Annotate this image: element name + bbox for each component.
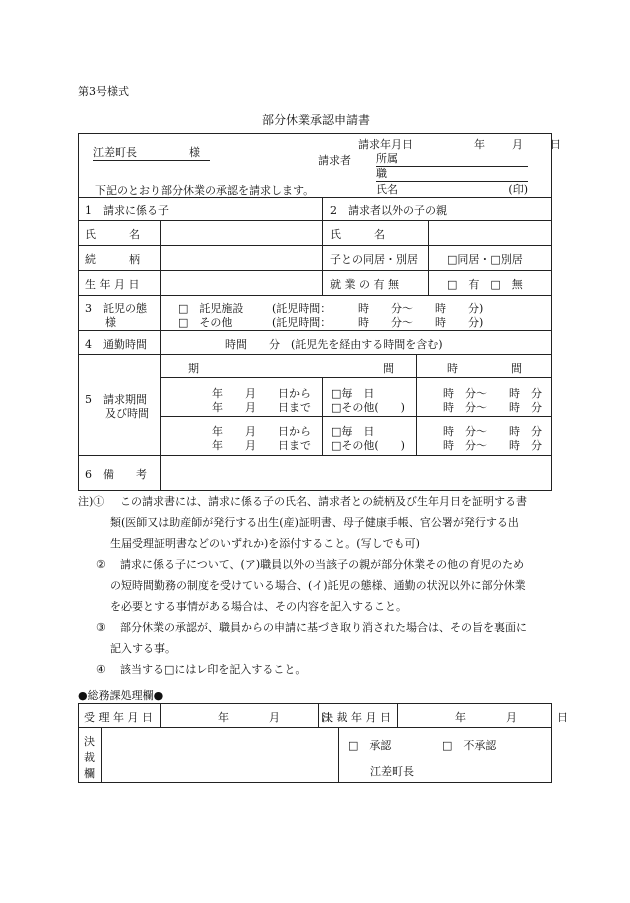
- period-head-1: 期: [188, 362, 199, 375]
- receipt-date-label: 受 理 年 月 日: [84, 711, 153, 724]
- addressee-sama: 様: [189, 146, 200, 159]
- period2-to[interactable]: 年 月 日まで: [212, 439, 311, 452]
- period-head-2: 間: [383, 362, 394, 375]
- decision-date-label: 決 裁 年 月 日: [322, 711, 391, 724]
- child-birthdate-label: 生 年 月 日: [85, 278, 140, 291]
- addressee-line: [93, 144, 210, 161]
- daycare-time-label-2: (託児時間：: [272, 316, 332, 329]
- employment-label: 就 業 の 有 無: [330, 278, 399, 291]
- period2-other[interactable]: □その他( ): [331, 439, 405, 452]
- note2-marker: ②: [96, 558, 106, 571]
- note2-line2: の短時間勤務の制度を受けている場合、(イ)託児の態様、通勤の状況以外に部分休業: [110, 579, 526, 592]
- section5-label-2: 及び時間: [105, 407, 149, 420]
- request-date-label: 請求年月日: [358, 138, 413, 151]
- daycare-time-1[interactable]: 時 分～ 時 分): [358, 302, 484, 315]
- child-name-field[interactable]: [163, 222, 319, 243]
- kessai-field[interactable]: [105, 730, 335, 780]
- time-head-1: 時: [447, 362, 458, 375]
- statement: 下記のとおり部分休業の承認を請求します。: [95, 184, 315, 197]
- page-title: 部分休業承認申請書: [262, 113, 371, 127]
- mayor-label: 江差町長: [370, 765, 414, 778]
- receipt-date-field[interactable]: 年 月 日: [218, 711, 337, 724]
- period2-daily[interactable]: □毎 日: [331, 425, 375, 438]
- note1-marker: 注)①: [78, 495, 105, 508]
- form-number: 第3号様式: [78, 85, 129, 98]
- time-head-2: 間: [511, 362, 522, 375]
- requester-label: 請求者: [318, 154, 351, 167]
- note2-line3: を必要とする事情がある場合は、その内容を記入すること。: [110, 600, 407, 613]
- period2-time-a[interactable]: 時 分～ 時 分: [443, 425, 542, 438]
- parent-name-label: 氏 名: [330, 228, 385, 241]
- note1-line3: 生届受理証明書などのいずれか)を添付すること。(写しでも可): [110, 537, 420, 550]
- section3-label-2: 様: [105, 316, 116, 329]
- processing-heading: ●総務課処理欄●: [78, 689, 164, 702]
- note4-marker: ④: [96, 663, 106, 676]
- note2-line1: 請求に係る子について、(ア)職員以外の当該子の親が部分休業その他の育児のため: [120, 558, 525, 571]
- parent-name-field[interactable]: [432, 222, 548, 243]
- commute-time-field[interactable]: 時間 分 (託児先を経由する時間を含む): [225, 338, 443, 351]
- period1-from[interactable]: 年 月 日から: [212, 387, 311, 400]
- kessai-1: 決: [84, 735, 95, 748]
- kessai-2: 裁: [84, 751, 95, 764]
- seal-mark: (印): [508, 183, 528, 196]
- affiliation-field[interactable]: 所属: [376, 150, 528, 167]
- approve-checkbox[interactable]: □ 承認: [348, 739, 392, 752]
- note3-line1: 部分休業の承認が、職員からの申請に基づき取り消された場合は、その旨を裏面に: [120, 621, 527, 634]
- period1-time-a[interactable]: 時 分～ 時 分: [443, 387, 542, 400]
- note4-line1: 該当する□にはレ印を記入すること。: [120, 663, 307, 676]
- period1-daily[interactable]: □毎 日: [331, 387, 375, 400]
- cohabitation-label: 子との同居・別居: [330, 253, 418, 266]
- daycare-facility-option[interactable]: □ 託児施設: [178, 302, 244, 315]
- child-relation-field[interactable]: [163, 247, 319, 268]
- section4-label: 4 通勤時間: [85, 338, 147, 351]
- daycare-other-option[interactable]: □ その他: [178, 316, 233, 329]
- kessai-3: 欄: [84, 767, 95, 780]
- child-birthdate-field[interactable]: [163, 272, 319, 293]
- section5-label: 5 請求期間: [85, 393, 147, 406]
- employment-checkboxes[interactable]: □ 有 □ 無: [447, 278, 523, 291]
- note3-line2: 記入する事。: [110, 642, 176, 655]
- position-field[interactable]: 職: [376, 165, 528, 182]
- child-name-label: 氏 名: [85, 228, 140, 241]
- remarks-field[interactable]: [163, 458, 547, 488]
- period1-other[interactable]: □その他( ): [331, 401, 405, 414]
- cohabitation-checkboxes[interactable]: □同居・□別居: [447, 253, 523, 266]
- name-field[interactable]: 氏名 (印): [376, 183, 528, 196]
- period2-time-b[interactable]: 時 分～ 時 分: [443, 439, 542, 452]
- section6-label: 6 備 考: [85, 468, 147, 481]
- daycare-time-2[interactable]: 時 分～ 時 分): [358, 316, 484, 329]
- daycare-time-label-1: (託児時間：: [272, 302, 332, 315]
- section2-heading: 2 請求者以外の子の親: [330, 204, 447, 217]
- section3-label: 3 託児の態: [85, 302, 147, 315]
- note1-line1: この請求書には、請求に係る子の氏名、請求者との続柄及び生年月日を証明する書: [120, 495, 527, 508]
- addressee: 江差町長: [93, 146, 137, 159]
- child-relation-label: 続 柄: [85, 253, 140, 266]
- request-date-field[interactable]: 年 月 日: [474, 138, 569, 151]
- period2-from[interactable]: 年 月 日から: [212, 425, 311, 438]
- note3-marker: ③: [96, 621, 106, 634]
- period1-to[interactable]: 年 月 日まで: [212, 401, 311, 414]
- decision-date-field[interactable]: 年 月 日: [455, 711, 574, 724]
- section1-heading: 1 請求に係る子: [85, 204, 169, 217]
- period1-time-b[interactable]: 時 分～ 時 分: [443, 401, 542, 414]
- reject-checkbox[interactable]: □ 不承認: [442, 739, 497, 752]
- note1-line2: 類(医師又は助産師が発行する出生(産)証明書、母子健康手帳、官公署が発行する出: [110, 516, 519, 529]
